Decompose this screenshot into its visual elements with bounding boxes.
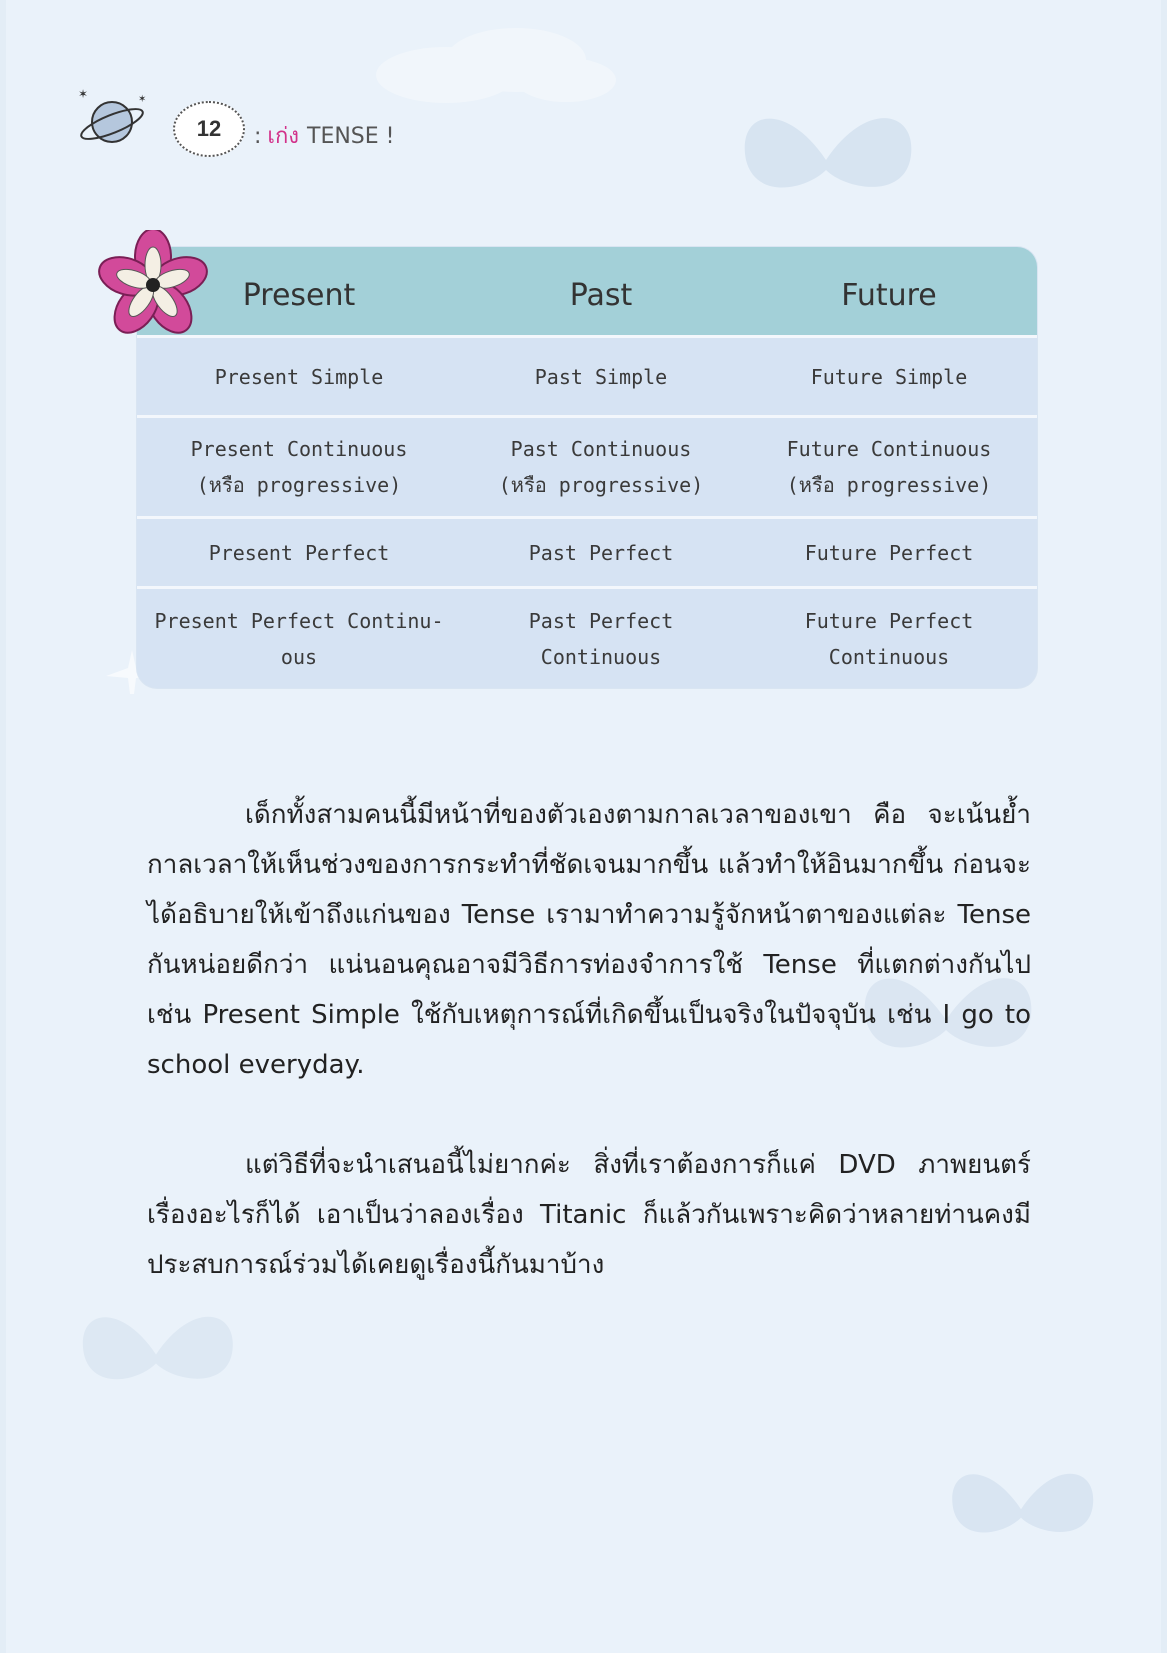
cloud-icon [366, 20, 626, 110]
butterfly-icon [936, 1450, 1106, 1560]
table-row [137, 516, 1037, 586]
table-cell [137, 589, 461, 688]
cell-line: Future Continuous [786, 437, 992, 461]
cell-line: Continuous [540, 645, 662, 669]
svg-text:✶: ✶ [138, 94, 147, 105]
table-row [137, 335, 1037, 415]
table-cell: Future Perfect [804, 540, 974, 565]
header-future: Future [841, 278, 937, 313]
table-cell [461, 418, 741, 516]
header-title-thai: เก่ง [267, 124, 300, 149]
cell-line: (หรือ progressive) [498, 473, 704, 497]
table-cell [741, 418, 1037, 516]
cell-line: Present Perfect Continu- [154, 609, 444, 633]
planet-icon [76, 88, 148, 150]
cell-line: Past Perfect [528, 609, 674, 633]
cell-line: ous [280, 645, 318, 669]
table-cell: Present Simple [214, 364, 384, 389]
table-row [137, 586, 1037, 688]
table-cell: Future Simple [810, 364, 968, 389]
cell-line: Past Continuous [510, 437, 692, 461]
table-cell: Present Perfect [208, 540, 390, 565]
flower-icon [98, 230, 208, 340]
paragraph [147, 790, 1031, 1090]
header-past: Past [569, 278, 633, 313]
table-header-row [137, 247, 1037, 335]
paragraph-text: แต่วิธีที่จะนำเสนอนี้ไม่ยากค่ะ สิ่งที่เราต้องการก็แค่ DVD ภาพยนตร์เรื่องอะไรก็ได้ เอาเป็นว่าลองเรื่อง Titanic ก็แล้วกันเพราะคิดว่าหลายท่านคงมีประสบการณ์ร่วมได้เคยดูเรื่องนี้กันมาบ้าง [147, 1150, 1031, 1280]
butterfly-icon [726, 90, 926, 220]
page [6, 0, 1161, 1653]
cell-line: Future Perfect [804, 609, 974, 633]
table-cell [741, 589, 1037, 688]
table-cell [461, 589, 741, 688]
header-title [254, 118, 395, 153]
page-number-badge: 12 [173, 101, 245, 157]
butterfly-icon [66, 1290, 246, 1410]
table-row [137, 415, 1037, 516]
cell-line: Present Continuous [190, 437, 408, 461]
header-separator: : [254, 124, 262, 149]
cell-line: (หรือ progressive) [196, 473, 402, 497]
paragraph [147, 1140, 1031, 1290]
cell-line: (หรือ progressive) [786, 473, 992, 497]
tense-table [137, 247, 1037, 688]
paragraph-text: เด็กทั้งสามคนนี้มีหน้าที่ของตัวเองตามกาลเวลาของเขา คือ จะเน้นย้ำกาลเวลาให้เห็นช่วงของการกระทำที่ชัดเจนมากขึ้น แล้วทำให้อินมากขึ้น ก่อนจะได้อธิบายให้เข้าถึงแก่นของ Tense เรามาทำความรู้จักหน้าตาของแต่ละ Tense กันหน่อยดีกว่า แน่นอนคุณอาจมีวิธีการท่องจำการใช้ Tense ที่แตกต่างกันไป เช่น Present Simple ใช้กับเหตุการณ์ที่เกิดขึ้นเป็นจริงในปัจจุบัน เช่น I go to school everyday. [147, 800, 1031, 1080]
table-cell: Past Perfect [528, 540, 674, 565]
table-cell [137, 418, 461, 516]
header-present: Present [242, 278, 356, 313]
svg-text:✶: ✶ [78, 88, 89, 101]
cell-line: Continuous [828, 645, 950, 669]
table-cell: Past Simple [534, 364, 668, 389]
header-title-en: TENSE ! [307, 124, 395, 149]
